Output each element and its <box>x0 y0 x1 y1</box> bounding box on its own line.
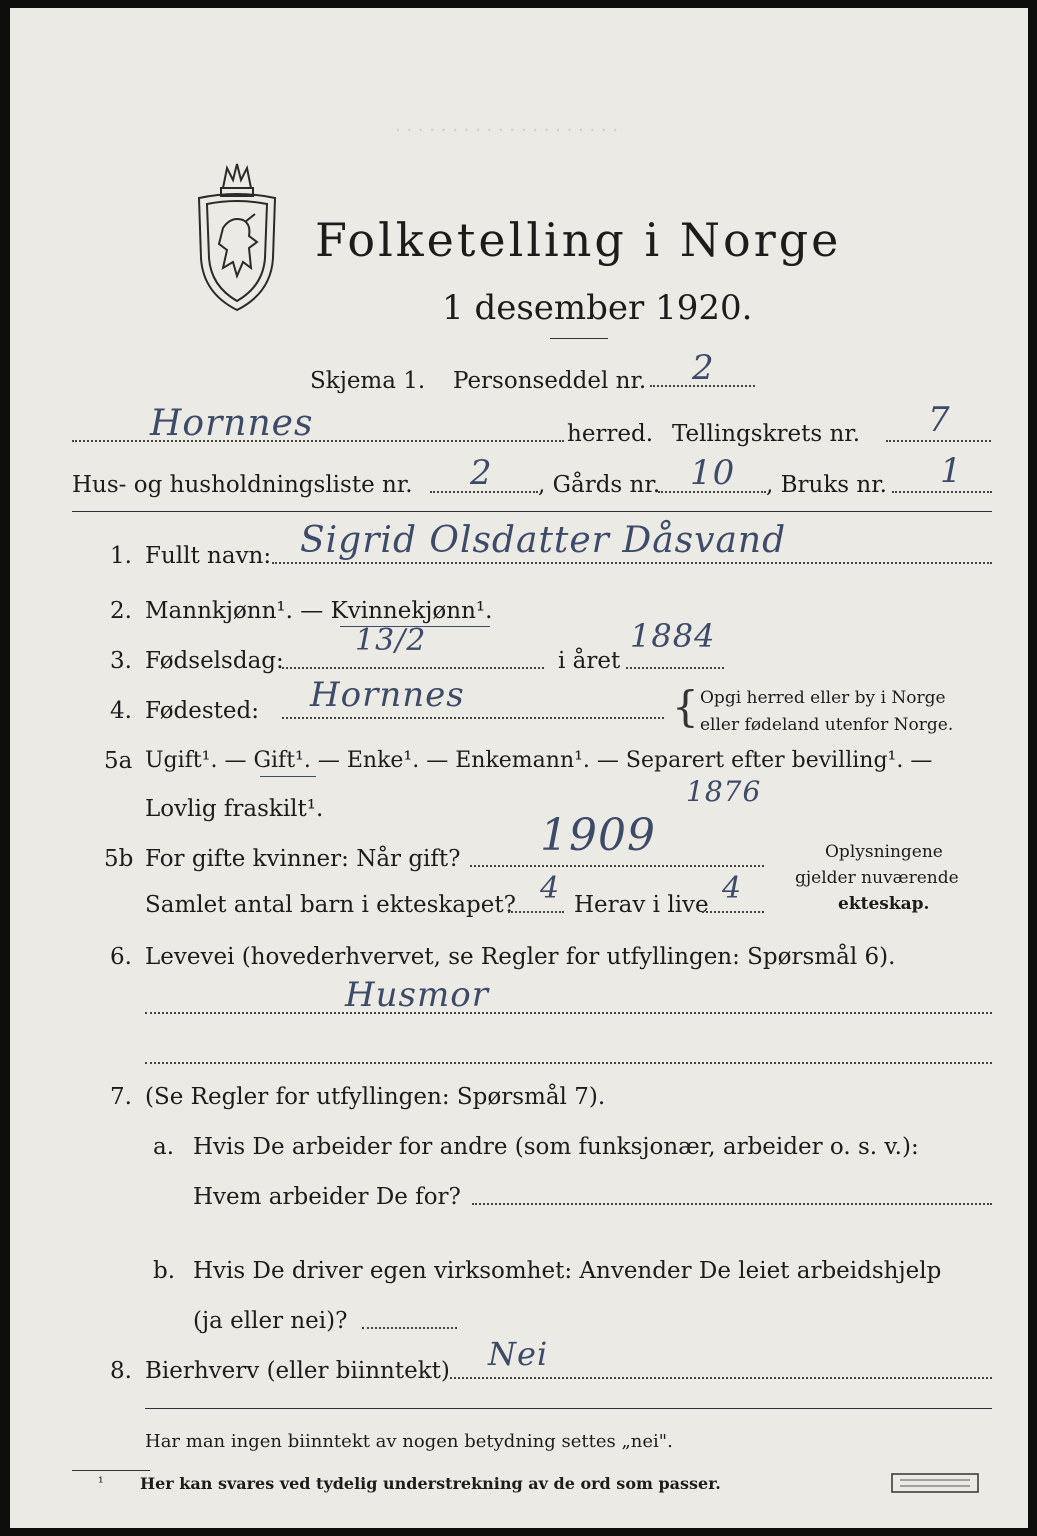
q5a-label-cont: Lovlig fraskilt¹. <box>145 796 324 822</box>
q7b-letter: b. <box>153 1258 176 1284</box>
q5a-note[interactable]: 1876 <box>686 775 762 808</box>
footnote-text: Her kan svares ved tydelig understrekning av de ord som passer. <box>140 1474 721 1493</box>
q1-label: Fullt navn: <box>145 543 272 569</box>
q4-value[interactable]: Hornnes <box>310 675 465 715</box>
q3-year-value[interactable]: 1884 <box>630 617 716 655</box>
q7b-field-line <box>362 1327 457 1329</box>
form-title: Folketelling i Norge <box>315 213 842 267</box>
q5b-alive-value[interactable]: 4 <box>722 871 743 906</box>
q7-label: (Se Regler for utfyllingen: Spørsmål 7). <box>145 1084 606 1110</box>
q5b-value[interactable]: 1909 <box>540 810 656 861</box>
q7a-label-cont: Hvem arbeider De for? <box>193 1184 461 1210</box>
q4-note-brace: { <box>672 682 699 731</box>
printer-mark-icon <box>890 1472 980 1494</box>
q5a-number: 5a <box>104 748 133 774</box>
schema-label: Skjema 1. <box>310 368 426 394</box>
bleed-through-text: · · · · · · · · · · · · · · · · · · · · <box>395 120 619 141</box>
q7a-letter: a. <box>153 1134 175 1160</box>
q5b-note-line3: ekteskap. <box>838 894 930 914</box>
q5a-underline-gift <box>260 776 316 777</box>
bruks-value[interactable]: 1 <box>940 451 963 491</box>
q8-value[interactable]: Nei <box>488 1335 549 1373</box>
bruks-field-line <box>892 491 992 493</box>
q5b-number: 5b <box>104 846 134 872</box>
personseddel-label: Personseddel nr. <box>453 368 647 394</box>
q1-value[interactable]: Sigrid Olsdatter Dåsvand <box>300 520 787 561</box>
q1-number: 1. <box>110 543 132 569</box>
q3-label: Fødselsdag: <box>145 648 284 674</box>
header-divider <box>72 511 992 512</box>
husliste-label: Hus- og husholdningsliste nr. <box>72 472 413 498</box>
q3-year-label: i året <box>558 648 621 674</box>
q7b-label-cont: (ja eller nei)? <box>193 1308 348 1334</box>
q4-field-line <box>282 717 664 719</box>
q3-value[interactable]: 13/2 <box>355 623 427 658</box>
q4-note-line1: Opgi herred eller by i Norge <box>700 688 946 708</box>
q1-field-line <box>272 562 992 564</box>
q8-label: Bierhverv (eller biinntekt) <box>145 1358 450 1384</box>
q3-number: 3. <box>110 648 132 674</box>
census-date: 1 desember 1920. <box>442 288 753 328</box>
q7-number: 7. <box>110 1084 132 1110</box>
q2-number: 2. <box>110 598 132 624</box>
q4-number: 4. <box>110 698 132 724</box>
q2-label: Mannkjønn¹. — Kvinnekjønn¹. <box>145 598 493 624</box>
q6-number: 6. <box>110 944 132 970</box>
footnote-mark: ¹ <box>98 1475 104 1491</box>
q6-field-line-2 <box>145 1062 992 1064</box>
q7a-label: Hvis De arbeider for andre (som funksjonær, arbeider o. s. v.): <box>193 1134 919 1160</box>
herred-label: herred. <box>567 421 654 447</box>
footer-rule <box>145 1408 992 1409</box>
q5b-note-line1: Oplysningene <box>825 842 943 862</box>
q6-label: Levevei (hovederhvervet, se Regler for utfyllingen: Spørsmål 6). <box>145 944 896 970</box>
personseddel-value[interactable]: 2 <box>692 348 715 388</box>
q4-note-line2: eller fødeland utenfor Norge. <box>700 715 954 735</box>
q5b-field-line <box>470 865 764 867</box>
herred-value[interactable]: Hornnes <box>150 403 314 444</box>
q3-field-line <box>282 667 544 669</box>
coat-of-arms-icon <box>193 158 281 318</box>
gards-label: , Gårds nr. <box>538 472 661 498</box>
tellingskrets-value[interactable]: 7 <box>928 400 951 440</box>
bruks-label: , Bruks nr. <box>766 472 887 498</box>
q4-label: Fødested: <box>145 698 260 724</box>
q5b-alive-label: Herav i live <box>574 892 709 918</box>
q5b-note-line2: gjelder nuværende <box>795 868 959 888</box>
q8-number: 8. <box>110 1358 132 1384</box>
herred-field-line <box>72 440 564 442</box>
husliste-value[interactable]: 2 <box>470 453 493 493</box>
q5b-children-label: Samlet antal barn i ekteskapet? <box>145 892 516 918</box>
q6-value[interactable]: Husmor <box>345 975 489 1015</box>
q7b-label: Hvis De driver egen virksomhet: Anvender De leiet arbeidshjelp <box>193 1258 942 1284</box>
q7a-field-line <box>472 1203 992 1205</box>
footnote-rule <box>72 1470 150 1471</box>
q5a-label: Ugift¹. — Gift¹. — Enke¹. — Enkemann¹. — Separert efter bevilling¹. — <box>145 748 933 773</box>
q6-field-line-1 <box>145 1012 992 1014</box>
q5b-children-field-line <box>508 911 564 913</box>
census-form <box>10 8 1028 1528</box>
gards-value[interactable]: 10 <box>690 453 736 493</box>
q8-field-line <box>450 1377 992 1379</box>
tellingskrets-label: Tellingskrets nr. <box>672 421 861 447</box>
title-rule <box>550 338 608 339</box>
footer-note: Har man ingen biinntekt av nogen betydning settes „nei". <box>145 1431 673 1452</box>
q3-year-field-line <box>626 667 724 669</box>
q5b-alive-field-line <box>702 911 764 913</box>
q5b-label: For gifte kvinner: Når gift? <box>145 846 461 872</box>
tellingskrets-field-line <box>886 440 991 442</box>
q5b-children-value[interactable]: 4 <box>540 871 561 906</box>
